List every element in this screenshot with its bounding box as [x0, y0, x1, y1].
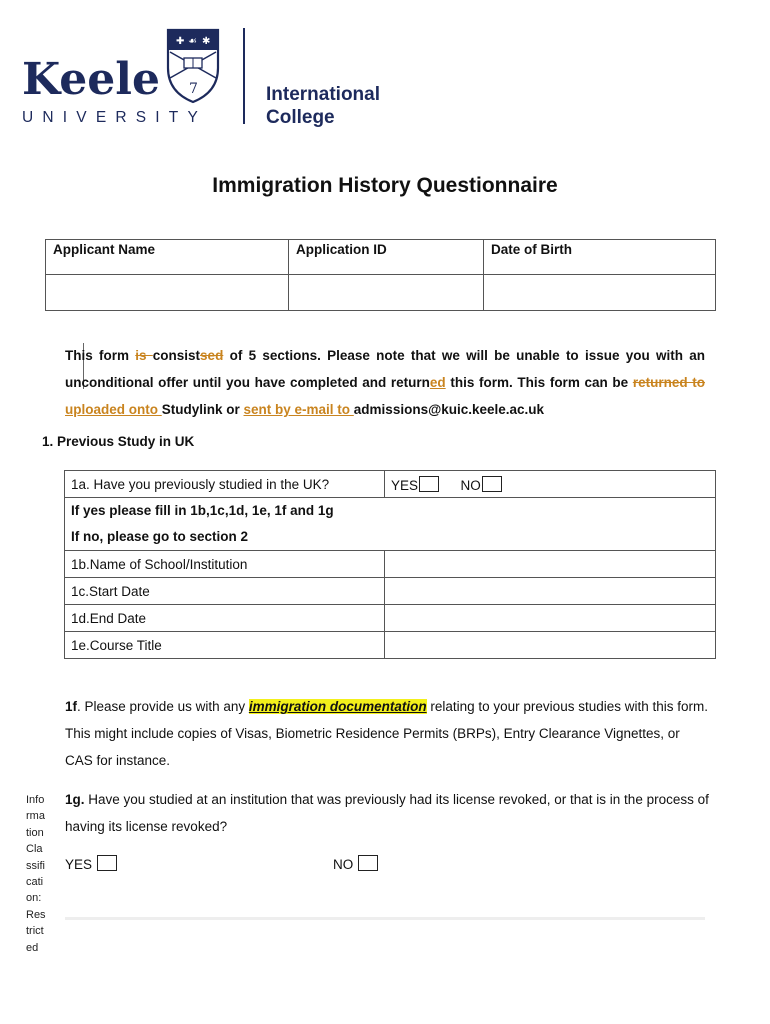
intro-text: consist — [152, 348, 201, 363]
q1a-yes-checkbox[interactable] — [419, 476, 439, 492]
svg-text:✚: ✚ — [176, 36, 185, 47]
q1g-no-label: NO — [333, 857, 354, 872]
tracked-deletion: sed — [200, 348, 224, 363]
page-title: Immigration History Questionnaire — [212, 174, 558, 197]
classification-note: Information Classification: Restricted — [26, 794, 46, 954]
tracked-deletion: is — [135, 348, 153, 363]
applicant-table — [45, 239, 716, 311]
q1e-field[interactable] — [385, 632, 716, 659]
intro-text: Studylink or — [161, 402, 244, 417]
intro-text: this form. This form can be — [445, 375, 633, 390]
intro-text: of 5 sections. Please note that we will be unable to issue you with an unconditional offer until you have completed and return — [65, 348, 705, 390]
intro-paragraph — [65, 342, 705, 423]
intro-text: This form — [65, 348, 136, 363]
q1f-paragraph — [65, 693, 710, 774]
logo-divider — [243, 28, 245, 124]
q1a-no-checkbox[interactable] — [482, 476, 502, 492]
q1g-yes-checkbox[interactable] — [97, 855, 117, 871]
highlighted-text: immigration documentation — [248, 699, 427, 714]
divider-line — [65, 917, 705, 920]
q1c-field[interactable] — [385, 578, 716, 605]
svg-text:✱: ✱ — [202, 36, 211, 47]
q1a-no-label: NO — [460, 477, 481, 493]
tracked-deletion: returned to — [632, 375, 705, 390]
logo-university-wordmark: UNIVERSITY — [22, 109, 208, 126]
q1b-field[interactable] — [385, 551, 716, 578]
q1f-label: 1f — [65, 699, 78, 714]
q1a-yes-label: YES — [391, 477, 419, 493]
q1a-answer — [385, 471, 716, 498]
logo-keele-wordmark: Keele — [22, 54, 160, 105]
keele-crest-icon — [165, 28, 221, 104]
logo-international: International — [266, 84, 381, 105]
tracked-insertion: ed — [429, 375, 446, 390]
section-1-heading: 1. Previous Study in UK — [42, 434, 195, 449]
q1c-label: 1c.Start Date — [65, 578, 385, 605]
q1a-label: 1a. Have you previously studied in the UK? — [65, 471, 385, 498]
q1g-yes-label: YES — [65, 857, 93, 872]
application-id-field[interactable] — [289, 275, 484, 311]
q1d-label: 1d.End Date — [65, 605, 385, 632]
crest-number: 7 — [189, 81, 198, 97]
tracked-insertion: sent by e-mail to — [243, 402, 354, 417]
applicant-name-field[interactable] — [46, 275, 289, 311]
q1g-paragraph — [65, 786, 710, 840]
instruction-yes: If yes please fill in 1b,1c,1d, 1e, 1f and 1g — [71, 503, 334, 518]
tracked-insertion: uploaded onto — [65, 402, 162, 417]
q1g-label: 1g. — [65, 792, 85, 807]
q1e-label: 1e.Course Title — [65, 632, 385, 659]
q1d-field[interactable] — [385, 605, 716, 632]
date-of-birth-header: Date of Birth — [484, 240, 716, 275]
instruction-no: If no, please go to section 2 — [71, 529, 249, 544]
q1b-label: 1b.Name of School/Institution — [65, 551, 385, 578]
svg-text:☙: ☙ — [188, 36, 197, 47]
email-address[interactable]: admissions@kuic.keele.ac.uk — [353, 402, 545, 417]
logo-college: College — [266, 107, 335, 128]
q1g-no — [333, 855, 378, 872]
q1g-text: Have you studied at an institution that was previously had its license revoked, or that is in the process of having its license revoked? — [65, 792, 709, 834]
previous-study-table — [64, 470, 716, 659]
q1f-text: . Please provide us with any — [77, 699, 249, 714]
q1g-no-checkbox[interactable] — [358, 855, 378, 871]
applicant-name-header: Applicant Name — [46, 240, 289, 275]
application-id-header: Application ID — [289, 240, 484, 275]
q1g-yes — [65, 855, 117, 872]
q1f-text: relating to your previous studies with this form. This might include copies of Visas, Biometric Residence Permits (BRPs), Entry Clearance Vignettes, or CAS for instance. — [65, 699, 708, 768]
q1-instructions — [65, 498, 716, 551]
date-of-birth-field[interactable] — [484, 275, 716, 311]
